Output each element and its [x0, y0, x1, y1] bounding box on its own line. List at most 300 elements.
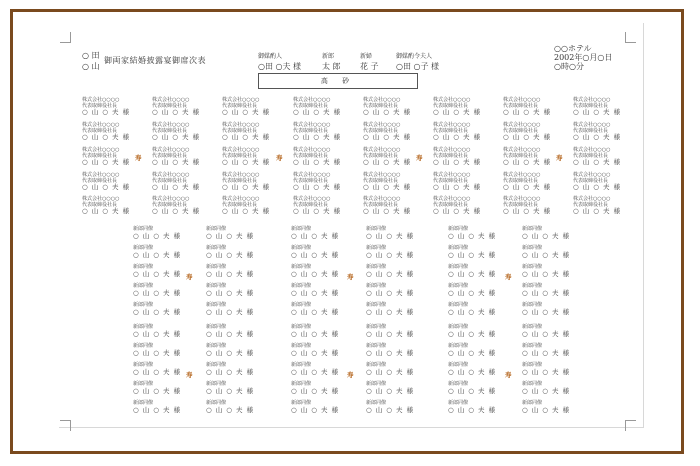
guest-company: 株式会社○○○○	[433, 196, 471, 202]
guest-title: 代表取締役社長	[293, 201, 329, 208]
colleague-entry	[522, 245, 570, 259]
guest-company: 株式会社○○○○	[433, 172, 471, 178]
matchmaker-name: ○田 ○夫 様	[258, 62, 302, 71]
colleague-label: 新郎同僚	[522, 324, 543, 330]
colleague-label: 新郎同僚	[448, 400, 469, 406]
guest-entry	[152, 98, 200, 116]
guest-name: ○ 山 ○ 夫 様	[363, 158, 412, 166]
colleague-label: 新郎同僚	[448, 343, 469, 349]
guest-name: ○ 山 ○ 夫 様	[293, 183, 342, 191]
colleague-label: 新郎同僚	[133, 324, 154, 330]
colleague-label: 新郎同僚	[133, 245, 154, 251]
guest-title: 代表取締役社長	[363, 102, 399, 109]
guest-company: 株式会社○○○○	[503, 97, 541, 103]
guest-company: 株式会社○○○○	[433, 147, 471, 153]
guest-company: 株式会社○○○○	[363, 196, 401, 202]
colleague-entry	[291, 400, 339, 414]
colleague-entry	[522, 264, 570, 278]
guest-title: 代表取締役社長	[503, 201, 539, 208]
colleague-entry	[133, 324, 181, 338]
colleague-entry	[291, 343, 339, 357]
colleague-entry	[366, 226, 414, 240]
guest-company: 株式会社○○○○	[82, 172, 120, 178]
colleague-label: 新郎同僚	[206, 264, 227, 270]
colleague-entry	[448, 324, 496, 338]
colleague-name: ○ 山 ○ 夫 様	[206, 289, 255, 297]
colleague-label: 新郎同僚	[448, 381, 469, 387]
colleague-entry	[366, 283, 414, 297]
kotobuki-mark: 寿	[505, 371, 512, 379]
colleague-label: 新郎同僚	[366, 264, 387, 270]
guest-entry	[293, 123, 341, 141]
colleague-name: ○ 山 ○ 夫 様	[133, 289, 182, 297]
colleague-label: 新郎同僚	[291, 381, 312, 387]
colleague-entry	[206, 264, 254, 278]
colleague-name: ○ 山 ○ 夫 様	[522, 387, 571, 395]
colleague-name: ○ 山 ○ 夫 様	[366, 368, 415, 376]
colleague-name: ○ 山 ○ 夫 様	[448, 232, 497, 240]
guest-name: ○ 山 ○ 夫 様	[293, 158, 342, 166]
colleague-label: 新郎同僚	[206, 226, 227, 232]
colleague-label: 新郎同僚	[291, 324, 312, 330]
colleague-name: ○ 山 ○ 夫 様	[366, 330, 415, 338]
guest-company: 株式会社○○○○	[222, 97, 260, 103]
colleague-label: 新郎同僚	[522, 283, 543, 289]
groom-label: 新郎	[322, 53, 335, 60]
kotobuki-mark: 寿	[416, 154, 423, 162]
colleague-name: ○ 山 ○ 夫 様	[522, 232, 571, 240]
family-name-1: ○ 田	[82, 51, 100, 60]
colleague-label: 新郎同僚	[366, 324, 387, 330]
colleague-label: 新郎同僚	[133, 226, 154, 232]
guest-company: 株式会社○○○○	[152, 147, 190, 153]
colleague-label: 新郎同僚	[206, 362, 227, 368]
guest-name: ○ 山 ○ 夫 様	[433, 207, 482, 215]
guest-name: ○ 山 ○ 夫 様	[433, 108, 482, 116]
kotobuki-mark: 寿	[347, 273, 354, 281]
colleague-name: ○ 山 ○ 夫 様	[291, 232, 340, 240]
matchmaker-wife-name: ○田 ○子 様	[396, 62, 440, 71]
colleague-name: ○ 山 ○ 夫 様	[448, 289, 497, 297]
guest-title: 代表取締役社長	[573, 127, 609, 134]
colleague-entry	[366, 400, 414, 414]
guest-company: 株式会社○○○○	[293, 196, 331, 202]
guest-company: 株式会社○○○○	[82, 122, 120, 128]
guest-name: ○ 山 ○ 夫 様	[433, 133, 482, 141]
guest-title: 代表取締役社長	[503, 102, 539, 109]
guest-name: ○ 山 ○ 夫 様	[503, 207, 552, 215]
guest-title: 代表取締役社長	[433, 152, 469, 159]
colleague-name: ○ 山 ○ 夫 様	[366, 232, 415, 240]
colleague-label: 新郎同僚	[448, 245, 469, 251]
guest-name: ○ 山 ○ 夫 様	[152, 108, 201, 116]
guest-entry	[503, 98, 551, 116]
guest-company: 株式会社○○○○	[293, 147, 331, 153]
colleague-label: 新郎同僚	[133, 283, 154, 289]
colleague-label: 新郎同僚	[448, 264, 469, 270]
colleague-name: ○ 山 ○ 夫 様	[133, 251, 182, 259]
guest-company: 株式会社○○○○	[222, 172, 260, 178]
guest-entry	[82, 173, 130, 191]
colleague-name: ○ 山 ○ 夫 様	[366, 270, 415, 278]
colleague-name: ○ 山 ○ 夫 様	[133, 368, 182, 376]
family-name-2: ○ 山	[82, 62, 100, 71]
colleague-name: ○ 山 ○ 夫 様	[133, 330, 182, 338]
guest-company: 株式会社○○○○	[573, 147, 611, 153]
guest-entry	[293, 98, 341, 116]
guest-name: ○ 山 ○ 夫 様	[82, 133, 131, 141]
guest-company: 株式会社○○○○	[152, 97, 190, 103]
guest-name: ○ 山 ○ 夫 様	[363, 207, 412, 215]
guest-company: 株式会社○○○○	[222, 122, 260, 128]
colleague-entry	[291, 362, 339, 376]
colleague-name: ○ 山 ○ 夫 様	[448, 368, 497, 376]
colleague-label: 新郎同僚	[366, 400, 387, 406]
colleague-entry	[291, 324, 339, 338]
guest-company: 株式会社○○○○	[82, 147, 120, 153]
guest-company: 株式会社○○○○	[82, 97, 120, 103]
colleague-entry	[291, 302, 339, 316]
guest-title: 代表取締役社長	[82, 127, 118, 134]
colleague-label: 新郎同僚	[366, 381, 387, 387]
colleague-entry	[133, 264, 181, 278]
guest-entry	[433, 148, 481, 166]
colleague-entry	[291, 264, 339, 278]
colleague-entry	[522, 362, 570, 376]
colleague-label: 新郎同僚	[522, 302, 543, 308]
colleague-label: 新郎同僚	[522, 381, 543, 387]
colleague-name: ○ 山 ○ 夫 様	[522, 289, 571, 297]
guest-title: 代表取締役社長	[82, 201, 118, 208]
guest-title: 代表取締役社長	[503, 177, 539, 184]
guest-company: 株式会社○○○○	[222, 147, 260, 153]
colleague-name: ○ 山 ○ 夫 様	[133, 232, 182, 240]
colleague-name: ○ 山 ○ 夫 様	[448, 270, 497, 278]
colleague-label: 新郎同僚	[522, 343, 543, 349]
colleague-name: ○ 山 ○ 夫 様	[448, 308, 497, 316]
guest-title: 代表取締役社長	[293, 152, 329, 159]
guest-entry	[433, 173, 481, 191]
colleague-name: ○ 山 ○ 夫 様	[522, 406, 571, 414]
colleague-entry	[133, 245, 181, 259]
colleague-entry	[366, 362, 414, 376]
colleague-entry	[522, 400, 570, 414]
guest-entry	[222, 148, 270, 166]
guest-name: ○ 山 ○ 夫 様	[433, 183, 482, 191]
colleague-label: 新郎同僚	[448, 362, 469, 368]
colleague-label: 新郎同僚	[206, 400, 227, 406]
colleague-label: 新郎同僚	[291, 264, 312, 270]
guest-entry	[433, 123, 481, 141]
colleague-name: ○ 山 ○ 夫 様	[366, 289, 415, 297]
guest-entry	[82, 123, 130, 141]
venue: ○○ホテル	[554, 44, 592, 53]
guest-entry	[573, 123, 621, 141]
guest-title: 代表取締役社長	[433, 127, 469, 134]
guest-title: 代表取締役社長	[152, 201, 188, 208]
colleague-name: ○ 山 ○ 夫 様	[133, 308, 182, 316]
guest-title: 代表取締役社長	[363, 177, 399, 184]
colleague-label: 新郎同僚	[206, 324, 227, 330]
page-title: 御両家結婚披露宴御席次表	[104, 56, 206, 65]
colleague-name: ○ 山 ○ 夫 様	[522, 308, 571, 316]
colleague-entry	[366, 381, 414, 395]
colleague-name: ○ 山 ○ 夫 様	[206, 387, 255, 395]
crop-mark-top-left	[60, 32, 71, 43]
guest-name: ○ 山 ○ 夫 様	[222, 133, 271, 141]
colleague-entry	[522, 302, 570, 316]
guest-entry	[363, 148, 411, 166]
colleague-name: ○ 山 ○ 夫 様	[133, 270, 182, 278]
colleague-name: ○ 山 ○ 夫 様	[133, 406, 182, 414]
guest-title: 代表取締役社長	[363, 127, 399, 134]
colleague-entry	[366, 343, 414, 357]
colleague-name: ○ 山 ○ 夫 様	[291, 289, 340, 297]
guest-name: ○ 山 ○ 夫 様	[573, 183, 622, 191]
colleague-entry	[206, 400, 254, 414]
colleague-label: 新郎同僚	[291, 343, 312, 349]
colleague-entry	[206, 362, 254, 376]
colleague-name: ○ 山 ○ 夫 様	[206, 251, 255, 259]
guest-company: 株式会社○○○○	[433, 122, 471, 128]
colleague-name: ○ 山 ○ 夫 様	[366, 251, 415, 259]
guest-name: ○ 山 ○ 夫 様	[293, 133, 342, 141]
colleague-label: 新郎同僚	[291, 245, 312, 251]
colleague-name: ○ 山 ○ 夫 様	[206, 232, 255, 240]
guest-entry	[573, 148, 621, 166]
colleague-label: 新郎同僚	[291, 283, 312, 289]
bride-name: 花 子	[360, 62, 379, 71]
colleague-label: 新郎同僚	[206, 381, 227, 387]
colleague-name: ○ 山 ○ 夫 様	[448, 251, 497, 259]
colleague-entry	[133, 381, 181, 395]
matchmaker-label: 御媒酌人	[258, 53, 283, 60]
guest-company: 株式会社○○○○	[152, 122, 190, 128]
guest-company: 株式会社○○○○	[293, 122, 331, 128]
colleague-label: 新郎同僚	[366, 343, 387, 349]
colleague-label: 新郎同僚	[366, 283, 387, 289]
guest-company: 株式会社○○○○	[152, 196, 190, 202]
guest-name: ○ 山 ○ 夫 様	[222, 207, 271, 215]
colleague-label: 新郎同僚	[522, 226, 543, 232]
guest-name: ○ 山 ○ 夫 様	[503, 158, 552, 166]
colleague-label: 新郎同僚	[291, 400, 312, 406]
colleague-entry	[366, 245, 414, 259]
crop-mark-top-right	[625, 32, 636, 43]
guest-title: 代表取締役社長	[433, 201, 469, 208]
colleague-name: ○ 山 ○ 夫 様	[522, 270, 571, 278]
guest-title: 代表取締役社長	[82, 177, 118, 184]
guest-entry	[152, 197, 200, 215]
bride-block	[360, 52, 379, 72]
colleague-name: ○ 山 ○ 夫 様	[448, 330, 497, 338]
colleague-entry	[133, 283, 181, 297]
colleague-name: ○ 山 ○ 夫 様	[448, 406, 497, 414]
colleague-entry	[291, 226, 339, 240]
colleague-label: 新郎同僚	[291, 302, 312, 308]
guest-entry	[363, 173, 411, 191]
guest-title: 代表取締役社長	[503, 152, 539, 159]
guest-title: 代表取締役社長	[152, 127, 188, 134]
colleague-label: 新郎同僚	[366, 302, 387, 308]
colleague-label: 新郎同僚	[366, 362, 387, 368]
colleague-label: 新郎同僚	[133, 362, 154, 368]
guest-entry	[222, 173, 270, 191]
guest-company: 株式会社○○○○	[363, 172, 401, 178]
matchmaker-wife-block	[396, 52, 439, 72]
guest-company: 株式会社○○○○	[503, 122, 541, 128]
colleague-entry	[206, 381, 254, 395]
colleague-name: ○ 山 ○ 夫 様	[291, 308, 340, 316]
guest-name: ○ 山 ○ 夫 様	[363, 108, 412, 116]
colleague-entry	[206, 302, 254, 316]
colleague-name: ○ 山 ○ 夫 様	[291, 406, 340, 414]
guest-company: 株式会社○○○○	[82, 196, 120, 202]
colleague-entry	[206, 226, 254, 240]
guest-company: 株式会社○○○○	[503, 172, 541, 178]
guest-title: 代表取締役社長	[573, 102, 609, 109]
bride-label: 新婦	[360, 53, 373, 60]
guest-title: 代表取締役社長	[152, 177, 188, 184]
colleague-label: 新郎同僚	[448, 283, 469, 289]
date: 2002年○月○日	[554, 53, 613, 62]
guest-name: ○ 山 ○ 夫 様	[152, 158, 201, 166]
colleague-label: 新郎同僚	[206, 283, 227, 289]
colleague-label: 新郎同僚	[206, 245, 227, 251]
guest-company: 株式会社○○○○	[293, 172, 331, 178]
guest-name: ○ 山 ○ 夫 様	[222, 183, 271, 191]
guest-title: 代表取締役社長	[573, 177, 609, 184]
colleague-entry	[133, 362, 181, 376]
groom-block	[322, 52, 341, 72]
guest-entry	[503, 123, 551, 141]
colleague-name: ○ 山 ○ 夫 様	[366, 406, 415, 414]
guest-title: 代表取締役社長	[293, 127, 329, 134]
colleague-label: 新郎同僚	[133, 343, 154, 349]
guest-name: ○ 山 ○ 夫 様	[152, 183, 201, 191]
colleague-entry	[448, 283, 496, 297]
guest-title: 代表取締役社長	[152, 102, 188, 109]
guest-title: 代表取締役社長	[503, 127, 539, 134]
guest-title: 代表取締役社長	[293, 102, 329, 109]
guest-entry	[152, 123, 200, 141]
colleague-label: 新郎同僚	[522, 264, 543, 270]
colleague-label: 新郎同僚	[206, 302, 227, 308]
guest-name: ○ 山 ○ 夫 様	[222, 158, 271, 166]
colleague-name: ○ 山 ○ 夫 様	[522, 368, 571, 376]
colleague-label: 新郎同僚	[522, 362, 543, 368]
colleague-label: 新郎同僚	[366, 226, 387, 232]
colleague-name: ○ 山 ○ 夫 様	[133, 349, 182, 357]
colleague-entry	[366, 324, 414, 338]
groom-name: 太 郎	[322, 62, 341, 71]
guest-entry	[82, 98, 130, 116]
guest-company: 株式会社○○○○	[433, 97, 471, 103]
colleague-name: ○ 山 ○ 夫 様	[206, 368, 255, 376]
colleague-label: 新郎同僚	[522, 400, 543, 406]
colleague-entry	[133, 302, 181, 316]
guest-entry	[222, 98, 270, 116]
colleague-name: ○ 山 ○ 夫 様	[291, 368, 340, 376]
colleague-name: ○ 山 ○ 夫 様	[206, 308, 255, 316]
colleague-entry	[448, 226, 496, 240]
kotobuki-mark: 寿	[186, 273, 193, 281]
colleague-entry	[522, 283, 570, 297]
guest-company: 株式会社○○○○	[573, 196, 611, 202]
guest-entry	[363, 197, 411, 215]
colleague-entry	[366, 302, 414, 316]
colleague-entry	[206, 245, 254, 259]
colleague-entry	[448, 245, 496, 259]
colleague-label: 新郎同僚	[291, 362, 312, 368]
guest-title: 代表取締役社長	[573, 152, 609, 159]
guest-company: 株式会社○○○○	[363, 147, 401, 153]
guest-title: 代表取締役社長	[363, 201, 399, 208]
colleague-name: ○ 山 ○ 夫 様	[291, 251, 340, 259]
guest-entry	[152, 148, 200, 166]
colleague-entry	[291, 283, 339, 297]
colleague-name: ○ 山 ○ 夫 様	[522, 349, 571, 357]
guest-company: 株式会社○○○○	[152, 172, 190, 178]
kotobuki-mark: 寿	[556, 154, 563, 162]
colleague-label: 新郎同僚	[291, 226, 312, 232]
guest-name: ○ 山 ○ 夫 様	[503, 133, 552, 141]
colleague-entry	[133, 343, 181, 357]
guest-entry	[293, 148, 341, 166]
guest-company: 株式会社○○○○	[222, 196, 260, 202]
guest-entry	[82, 148, 130, 166]
guest-title: 代表取締役社長	[433, 102, 469, 109]
guest-company: 株式会社○○○○	[363, 122, 401, 128]
colleague-name: ○ 山 ○ 夫 様	[206, 330, 255, 338]
guest-company: 株式会社○○○○	[293, 97, 331, 103]
colleague-entry	[522, 324, 570, 338]
colleague-entry	[448, 381, 496, 395]
colleague-entry	[133, 400, 181, 414]
guest-entry	[152, 173, 200, 191]
guest-name: ○ 山 ○ 夫 様	[82, 108, 131, 116]
guest-title: 代表取締役社長	[222, 201, 258, 208]
colleague-entry	[291, 381, 339, 395]
colleague-name: ○ 山 ○ 夫 様	[366, 349, 415, 357]
colleague-name: ○ 山 ○ 夫 様	[291, 270, 340, 278]
guest-name: ○ 山 ○ 夫 様	[222, 108, 271, 116]
kotobuki-mark: 寿	[135, 154, 142, 162]
colleague-entry	[448, 362, 496, 376]
guest-company: 株式会社○○○○	[573, 122, 611, 128]
colleague-entry	[448, 302, 496, 316]
guest-title: 代表取締役社長	[433, 177, 469, 184]
guest-title: 代表取締役社長	[222, 177, 258, 184]
guest-name: ○ 山 ○ 夫 様	[573, 207, 622, 215]
guest-name: ○ 山 ○ 夫 様	[433, 158, 482, 166]
guest-title: 代表取締役社長	[573, 201, 609, 208]
colleague-name: ○ 山 ○ 夫 様	[291, 387, 340, 395]
guest-name: ○ 山 ○ 夫 様	[82, 207, 131, 215]
time: ○時○分	[554, 62, 584, 71]
colleague-name: ○ 山 ○ 夫 様	[366, 308, 415, 316]
guest-title: 代表取締役社長	[82, 102, 118, 109]
crop-mark-bottom-left	[60, 420, 71, 431]
guest-company: 株式会社○○○○	[573, 97, 611, 103]
colleague-name: ○ 山 ○ 夫 様	[522, 251, 571, 259]
colleague-name: ○ 山 ○ 夫 様	[448, 349, 497, 357]
guest-entry	[293, 197, 341, 215]
colleague-entry	[448, 343, 496, 357]
kotobuki-mark: 寿	[186, 371, 193, 379]
colleague-entry	[522, 226, 570, 240]
colleague-label: 新郎同僚	[366, 245, 387, 251]
